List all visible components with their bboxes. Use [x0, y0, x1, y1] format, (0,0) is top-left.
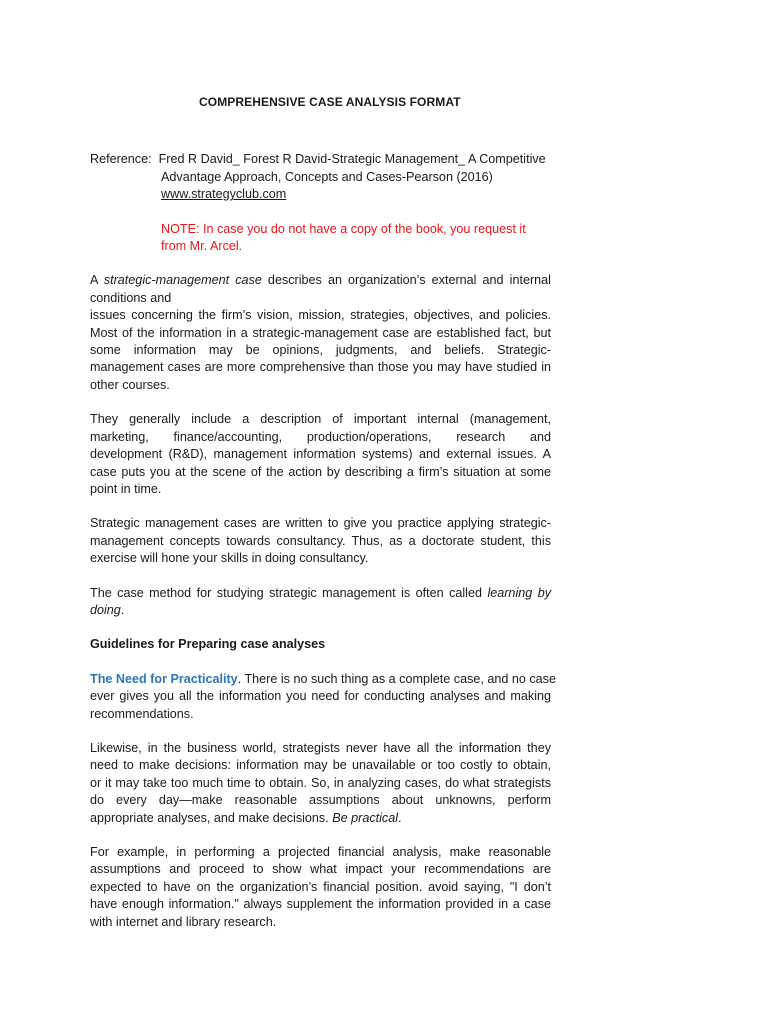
note-line-1: NOTE: In case you do not have a copy of the book, you request it: [161, 221, 526, 236]
paragraph-case-contents: They generally include a description of important internal (management, marketing, finance/accounting, production/operations, research and development (R&D), management information systems) and external issues. A case puts you at the scene of the action by describing a firm’s situation at some point in time.: [90, 412, 551, 496]
reference-label: Reference:: [90, 152, 152, 167]
document-title: COMPREHENSIVE CASE ANALYSIS FORMAT: [199, 95, 461, 109]
paragraph-example: For example, in performing a projected financial analysis, make reasonable assumptions and proceed to show what impact your recommendations are expected to have on the organization’s financial position. avoid saying, "I don’t have enough information." always supplement the information provided in a case with internet and library research.: [90, 845, 551, 929]
emphasis-strategic-management-case: strategic-management case: [103, 273, 262, 288]
reference-line-1: Fred R David_ Forest R David-Strategic Management_ A Competitive: [158, 152, 546, 167]
emphasis-be-practical: Be practical: [332, 810, 399, 825]
reference-line-2: Advantage Approach, Concepts and Cases-Pearson (2016): [161, 169, 493, 184]
paragraph-case-definition: A strategic-management case describes an organization’s external and internal conditions and issues concerning the firm’s vision, mission, strategies, objectives, and policies. Most of the information in a strategic-management case are established fact, but some information may be opinions, judgments, and beliefs. Strategic- management cases are more comprehensive than those you may have studied in other courses.: [90, 273, 551, 392]
paragraph-case-purpose: Strategic management cases are written to give you practice applying strategic- management concepts towards consultancy. Thus, as a doctorate student, this exercise will hone your skills in doing consultancy.: [90, 516, 551, 566]
note-block: [90, 221, 551, 256]
document-body: [90, 94, 556, 931]
paragraph-business-world: Likewise, in the business world, strategists never have all the information they need to make decisions: information may be unavailable or too costly to obtain, or it may take too much time to obtain. So, in analyzing cases, do what strategists do every day—make reasonable assumptions about unknowns, perform appropriate analyses, and make decisions. Be practical.: [90, 740, 551, 825]
section-heading-guidelines: Guidelines for Preparing case analyses: [90, 637, 326, 652]
reference-block: [90, 151, 551, 203]
note-line-2: from Mr. Arcel.: [161, 239, 243, 254]
paragraph-practicality: The Need for Practicality. There is no such thing as a complete case, and no case ever gives you all the information you need for conducting analyses and making recommendations.: [90, 671, 556, 721]
emphasis-learning-by: learning by: [487, 585, 551, 600]
emphasis-doing: doing: [90, 602, 121, 617]
paragraph-case-method: The case method for studying strategic management is often called learning by doing.: [90, 585, 551, 617]
subheading-need-for-practicality: The Need for Practicality: [90, 671, 238, 686]
reference-url-link[interactable]: www.strategyclub.com: [161, 187, 287, 202]
